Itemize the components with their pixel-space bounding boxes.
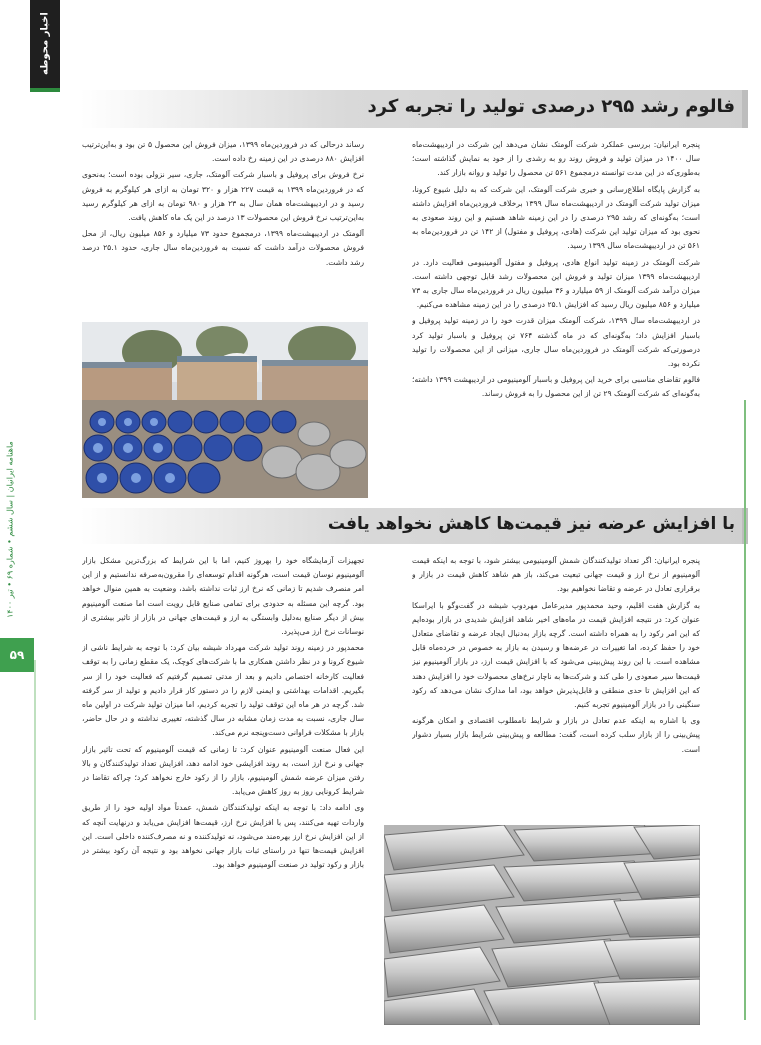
paragraph: فالوم تقاضای مناسبی برای خرید این پروفیل و باسبار آلومینیومی در اردیبهشت ۱۳۹۹ داشته؛ به‌گونه‌ای که شرکت آلومتک ۲۹ تن از این محصول را به فروش رساند. (412, 375, 700, 399)
paragraph: محمدپور در زمینه روند تولید شرکت مهرداد شیشه بیان کرد: با توجه به شرایط ناشی از شیوع کرونا و در نظر داشتن همکاری ما با شرکت‌های کوچک، یک مقطع زمانی را به توقف فعالیت کارخانه اختصاص دادیم و بعد از مدتی تصمیم گرفتیم که فعالیت خود را از سر بگیریم. اقدامات بهداشتی و ایمنی لازم را در دستور کار قرار دادیم و تولید از سر گرفته شد. گرچه در هر ماه این توقف تولید را تجربه کردیم، اما میزان تولید شرکت در اولین ماه سال جاری، نسبت به مدت زمان مشابه در سال گذشته، تغییری نداشته و در حال حاضر، بازار با مشکلات فراوانی دست‌وپنجه نرم می‌کند. (82, 643, 364, 738)
aluminium-ingots-photo (384, 825, 700, 1025)
right-margin-rule (744, 400, 746, 1020)
paragraph: تجهیزات آزمایشگاه خود را بهروز کنیم، اما با این شرایط که بزرگ‌ترین مشکل بازار آلومینیوم نوسان قیمت است، هرگونه اقدام توسعه‌ای را مقرون‌به‌صرفه ندانستیم و از این امر منصرف شدیم تا زمانی که نرخ ارز ثبات نداشته باشد، وضعیت به همین منوال خواهد بود. گرچه این مسئله به حدودی برای تمامی صنایع قابل رویت است اما صنعت آلومینیوم بیش از دیگر صنایع به‌دلیل وابستگی به ارز و قیمت‌های جهانی در بازار از تاثیر بیشتری از نوسانات نرخ ارز می‌پذیرد. (82, 556, 364, 637)
article-2-column-right (412, 554, 700, 822)
paragraph: رساند درحالی که در فروردین‌ماه ۱۳۹۹، میزان فروش این محصول ۵ تن بود و به‌این‌ترتیب افزایش ۸۸۰ درصدی در این زمینه رخ داده است. (82, 140, 364, 164)
paragraph: پنجره ایرانیان: بررسی عملکرد شرکت آلومتک نشان می‌دهد این شرکت در اردیبهشت‌ماه سال ۱۴۰۰ در میزان تولید و فروش روند رو به رشدی را از خود به نمایش گذاشته است؛ به‌طوری‌که در این مدت توانسته درمجموع ۵۶۱ تن محصول را تولید و روانه بازار کند. (412, 140, 700, 178)
article-2-column-left (82, 554, 364, 980)
margin-rule (34, 660, 36, 1020)
paragraph: شرکت آلومتک در زمینه تولید انواع هادی، پروفیل و مفتول آلومینیومی فعالیت دارد. در اردیبهشت‌ماه ۱۳۹۹ میزان تولید و فروش این محصولات رشد قابل توجهی داشته است. میزان درآمد شرکت آلومتک از ۵۹ میلیارد و ۳۶ میلیون ریال در فروردین‌ماه سال جاری به ۷۳ میلیارد و ۸۵۶ میلیون ریال رسید که افزایش ۲۵.۱ درصدی را در این زمینه مشاهده می‌کنیم. (412, 257, 700, 310)
page-number: ۵۹ (0, 638, 34, 672)
paragraph: آلومتک در اردیبهشت‌ماه ۱۳۹۹، درمجموع حدود ۷۳ میلیارد و ۸۵۶ میلیون ریال، از محل فروش محصولات درآمد داشت که نسبت به فروردین‌ماه سال جاری، حدود ۲۵.۱ درصد رشد داشت. (82, 229, 364, 267)
paragraph: این فعال صنعت آلومینیوم عنوان کرد: تا زمانی که قیمت آلومینیوم که تحت تاثیر بازار جهانی و نرخ ارز است، به روند افزایشی خود ادامه دهد، افزایش تعداد تولیدکنندگان و بالا رفتن میزان عرضه شمش آلومینیوم، بازار را از رکود خارج نخواهد کرد؛ چراکه تقاضا در شرایط کرونایی روز به روز کاهش می‌یابد. (82, 744, 364, 797)
article-1-column-left (82, 138, 364, 320)
paragraph: وی ادامه داد: با توجه به اینکه تولیدکنندگان شمش، عمدتاً مواد اولیه خود را از طریق واردات تهیه می‌کنند، پس با افزایش نرخ ارز، قیمت‌ها افزایش می‌یابد و درنهایت آنچه که از این افزایش نرخ ارز بهره‌مند می‌شود، نه تولیدکننده و نه مصرف‌کننده داخلی است. این افزایش قیمت‌ها تنها در راستای ثبات بازار جهانی نخواهد بود و نتیجه آن رکود بیشتر در بازار و رکود تولید در صنعت آلومینیوم خواهد بود. (82, 803, 364, 870)
paragraph: به گزارش هفت اقلیم، وحید محمدپور مدیرعامل مهردوپ شیشه در گفت‌وگو با ایراسکا عنوان کرد: در نتیجه افزایش قیمت در ماه‌های اخیر شاهد افزایش شدیدی در بازار بوده‌ایم که این امر رکود را به همراه داشته است. گرچه بازار به‌دنبال ایجاد عرضه و تقاضای متعادل خود را حفظ کرده، اما تغییرات در عرضه‌ها و رسیدن به بازار به خصوص در خرده‌ماه قابل مشاهده است. با این روند پیش‌بینی می‌شود که با افزایش قیمت ارز، در بازار آلومینیوم نیز قیمت‌ها سیر صعودی را طی کند و شرکت‌ها به ناچار نرخ‌های محصولات خود را افزایش دهند که این افزایش تا حدی منطقی و قابل‌پذیرش خواهد بود، اما مدارک نشان می‌دهد که رکود سنگینی را در بازار آلومینیوم تجربه کنیم. (412, 600, 700, 710)
paragraph: نرخ فروش برای پروفیل و باسبار شرکت آلومتک، جاری، سیر نزولی بوده است؛ به‌نحوی که در فروردین‌ماه ۱۳۹۹ به قیمت ۲۲۷ هزار و ۳۲۰ تومان به ازای هر کیلوگرم به فروش رسید و در اردیبهشت‌ماه همان سال به ۲۳ هزار و ۹۸۰ تومان به ازای هر کیلوگرم رسید به‌این‌ترتیب نرخ فروش این محصولات ۱۳ درصد در این یک ماه کاهش یافت. (82, 170, 364, 223)
paragraph: به گزارش پایگاه اطلاع‌رسانی و خبری شرکت آلومتک، این شرکت که به دلیل شیوع کرونا، میزان تولید شرکت آلومتک در اردیبهشت‌ماه سال ۱۳۹۹ برخلاف فروردین‌ماه افزایش داشته است؛ به‌گونه‌ای که رشد ۲۹۵ درصدی را در این زمینه شاهد هستیم و این روند صعودی به نحوی بود که میزان تولید این شرکت (هادی، پروفیل و مفتول) از ۱۴۲ تن در فروردین‌ماه به ۵۶۱ تن در اردیبهشت‌ماه سال ۱۳۹۹ رسید. (412, 184, 700, 251)
paragraph: پنجره ایرانیان: اگر تعداد تولیدکنندگان شمش آلومینیومی بیشتر شود، با توجه به اینکه قیمت آلومینیوم از نرخ ارز و قیمت جهانی تبعیت می‌کند، باز هم شاهد کاهش قیمت در بازار و برقراری تعادل در عرضه و تقاضا نخواهیم بود. (412, 556, 700, 594)
paragraph: وی با اشاره به اینکه عدم تعادل در بازار و شرایط نامطلوب اقتصادی و امکان هرگونه پیش‌بینی را از بازار سلب کرده است، گفت: مطالعه و پیش‌بینی شرایط بازار بسیار دشوار است. (412, 716, 700, 754)
headline-2: با افزایش عرضه نیز قیمت‌ها کاهش نخواهد یافت (327, 514, 735, 534)
factory-cable-reels-photo (82, 322, 368, 498)
section-tab-accent (30, 88, 60, 92)
paragraph: در اردیبهشت‌ماه سال ۱۳۹۹، شرکت آلومتک میزان قدرت خود را در زمینه تولید پروفیل و باسبار افزایش داد؛ به‌گونه‌ای که در ماه گذشته ۷۶۴ تن پروفیل و باسبار تولید کرد درصورتی‌که شرکت آلومتک در فروردین‌ماه سال جاری، میزانی از این محصولات را تولید نکرده بود. (412, 316, 700, 369)
article-1-column-right (412, 138, 700, 500)
issue-info-strip: ماهنامه ایرانیان | سال ششم • شماره ۶۹ • تیر ۱۴۰۰ (5, 441, 15, 619)
headline-1: فالوم رشد ۲۹۵ درصدی تولید را تجربه کرد (367, 96, 735, 117)
section-tab-label: اخبار محوطه (39, 12, 51, 76)
